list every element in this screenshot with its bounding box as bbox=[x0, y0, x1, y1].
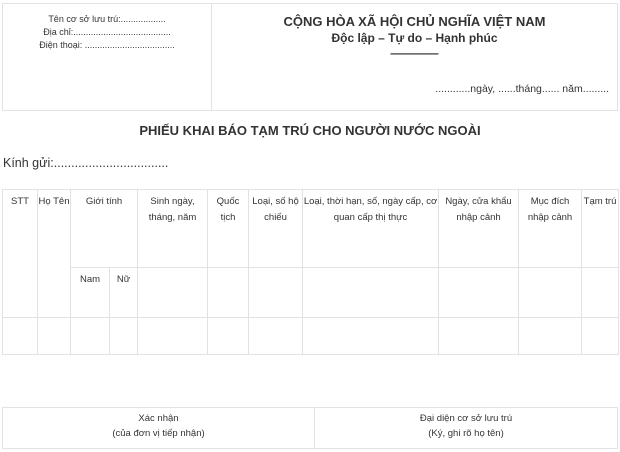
cell[interactable] bbox=[38, 318, 71, 355]
declaration-table bbox=[2, 189, 619, 355]
col-dob: Sinh ngày, tháng, năm bbox=[138, 190, 208, 268]
date-line: ............ngày, ......tháng...... năm......... bbox=[435, 83, 609, 95]
signature-table bbox=[2, 407, 618, 449]
form-title: PHIẾU KHAI BÁO TẠM TRÚ CHO NGƯỜI NƯỚC NGOÀI bbox=[139, 123, 481, 138]
cell[interactable] bbox=[303, 318, 439, 355]
cell bbox=[249, 268, 303, 318]
confirmation-sub: (của đơn vị tiếp nhận) bbox=[112, 428, 205, 439]
nation-name: CỘNG HÒA XÃ HỘI CHỦ NGHĨA VIỆT NAM bbox=[283, 14, 546, 29]
org-name: Tên cơ sở lưu trú:.................. bbox=[48, 14, 166, 24]
motto: Độc lập – Tự do – Hạnh phúc bbox=[331, 31, 498, 45]
cell[interactable] bbox=[249, 318, 303, 355]
national-heading bbox=[212, 4, 618, 111]
cell[interactable] bbox=[110, 318, 138, 355]
cell bbox=[519, 268, 582, 318]
cell[interactable] bbox=[582, 318, 619, 355]
table-row bbox=[3, 318, 619, 355]
cell bbox=[582, 268, 619, 318]
col-visa: Loại, thời hạn, số, ngày cấp, cơ quan cấp thị thực bbox=[303, 190, 439, 268]
divider: ———— bbox=[390, 46, 439, 60]
org-address: Địa chỉ:....................................... bbox=[43, 27, 171, 37]
col-purpose: Mục đích nhập cảnh bbox=[519, 190, 582, 268]
cell bbox=[208, 268, 249, 318]
representative-sub: (Ký, ghi rõ họ tên) bbox=[428, 428, 504, 439]
cell bbox=[138, 268, 208, 318]
cell[interactable] bbox=[138, 318, 208, 355]
cell[interactable] bbox=[71, 318, 110, 355]
cell[interactable] bbox=[208, 318, 249, 355]
confirmation-title: Xác nhận bbox=[138, 413, 179, 424]
cell[interactable] bbox=[519, 318, 582, 355]
recipient-line: Kính gửi:................................. bbox=[3, 156, 169, 170]
col-nationality: Quốc tịch bbox=[208, 190, 249, 268]
confirmation-cell bbox=[3, 408, 315, 449]
col-passport: Loại, số hộ chiếu bbox=[249, 190, 303, 268]
header-table bbox=[2, 3, 618, 111]
representative-cell bbox=[315, 408, 618, 449]
organization-info bbox=[3, 4, 212, 111]
cell bbox=[439, 268, 519, 318]
col-stt: STT bbox=[3, 190, 38, 318]
cell[interactable] bbox=[3, 318, 38, 355]
cell bbox=[303, 268, 439, 318]
col-gender-male: Nam bbox=[71, 268, 110, 318]
col-residence: Tạm trú bbox=[582, 190, 619, 268]
representative-title: Đại diện cơ sở lưu trú bbox=[419, 413, 513, 424]
col-name: Họ Tên bbox=[38, 190, 71, 318]
col-gender: Giới tính bbox=[71, 190, 138, 268]
col-entry: Ngày, cửa khẩu nhập cảnh bbox=[439, 190, 519, 268]
cell[interactable] bbox=[439, 318, 519, 355]
col-gender-female: Nữ bbox=[110, 268, 138, 318]
org-phone: Điện thoại: .................................... bbox=[39, 40, 175, 50]
